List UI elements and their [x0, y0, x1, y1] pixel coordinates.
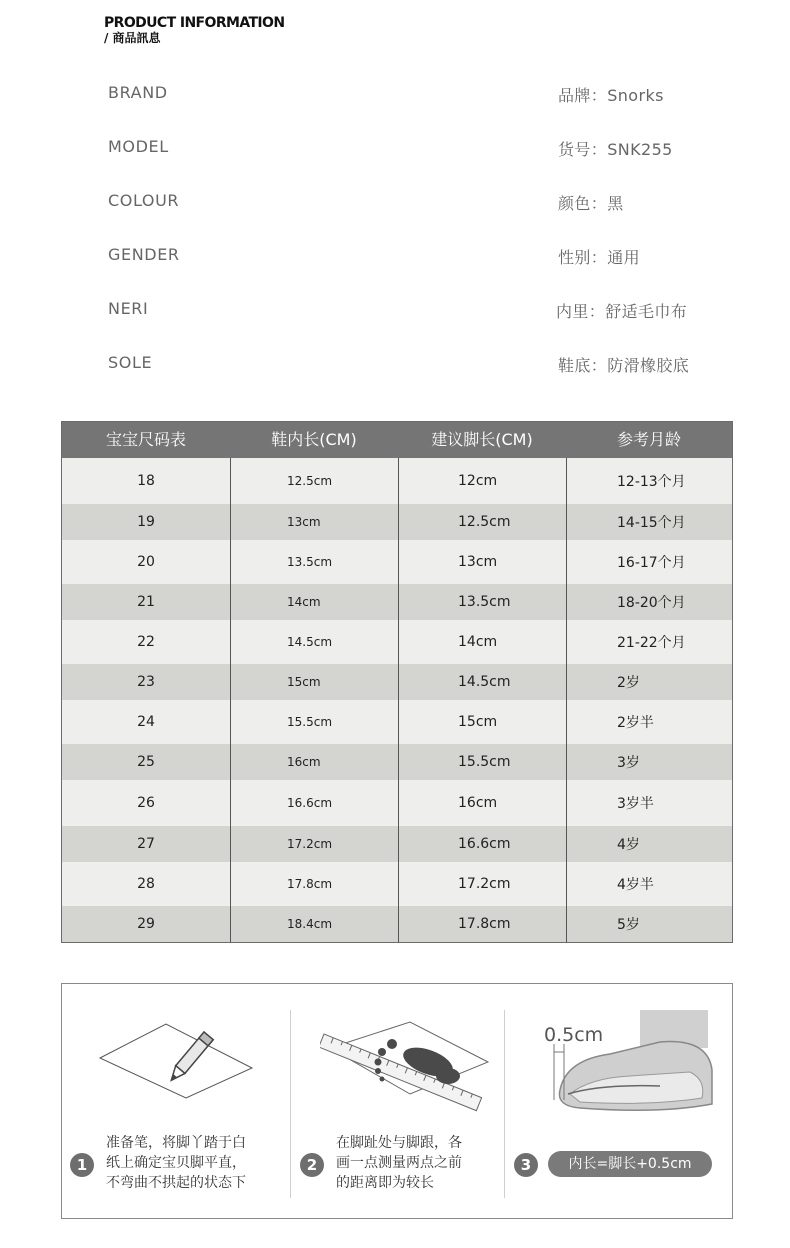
cell-inner-length: 12.5cm [287, 474, 333, 488]
cell-age: 16-17个月 [617, 555, 686, 571]
table-row [62, 664, 732, 700]
cell-size: 20 [137, 554, 155, 570]
info-label: NERI [108, 299, 149, 318]
info-value: 颜色：黑 [558, 194, 624, 213]
cell-foot-length: 12.5cm [458, 514, 511, 530]
footprint-ruler-icon [320, 1018, 495, 1118]
cell-inner-length: 16.6cm [287, 796, 333, 810]
cell-foot-length: 13.5cm [458, 594, 511, 610]
header-cell-inner-length: 鞋内长(CM) [271, 430, 357, 449]
cell-inner-length: 13cm [287, 515, 321, 529]
info-label: COLOUR [108, 191, 180, 210]
product-info-header [104, 16, 284, 46]
cell-inner-length: 13.5cm [287, 555, 333, 569]
table-row [62, 862, 732, 906]
info-row-colour [0, 191, 790, 215]
info-value: 鞋底：防滑橡胶底 [558, 356, 690, 375]
cell-foot-length: 17.8cm [458, 916, 511, 932]
step-text-line: 纸上确定宝贝脚平直， [106, 1155, 246, 1171]
step-text-line: 画一点测量两点之前 [336, 1155, 462, 1171]
column-divider [230, 458, 231, 942]
cell-age: 3岁半 [617, 796, 654, 812]
cell-foot-length: 14cm [458, 634, 498, 650]
paper-pencil-icon [96, 1020, 256, 1100]
cell-inner-length: 15.5cm [287, 715, 333, 729]
table-row [62, 744, 732, 780]
guide-divider [504, 1010, 505, 1198]
column-divider [566, 458, 567, 942]
cell-foot-length: 17.2cm [458, 876, 511, 892]
table-row [62, 504, 732, 540]
table-row [62, 620, 732, 664]
cell-size: 18 [137, 473, 155, 489]
header-cell-age: 参考月龄 [616, 430, 681, 449]
cell-size: 25 [137, 754, 155, 770]
cell-inner-length: 16cm [287, 755, 321, 769]
step-1-text [106, 1133, 246, 1193]
allowance-label: 0.5cm [544, 1024, 604, 1046]
info-row-lining [0, 299, 790, 323]
step-number: 3 [514, 1153, 538, 1177]
cell-age: 5岁 [617, 917, 640, 933]
cell-size: 29 [137, 916, 155, 932]
cell-foot-length: 12cm [458, 473, 498, 489]
cell-age: 2岁半 [617, 715, 654, 731]
info-row-sole [0, 353, 790, 377]
info-row-gender [0, 245, 790, 269]
info-label: MODEL [108, 137, 169, 156]
step-text-line: 准备笔，将脚丫踏于白 [106, 1135, 246, 1151]
cell-age: 4岁 [617, 837, 640, 853]
cell-age: 18-20个月 [617, 595, 686, 611]
cell-age: 21-22个月 [617, 635, 686, 651]
cell-size: 19 [137, 514, 155, 530]
table-row [62, 780, 732, 826]
cell-size: 26 [137, 795, 155, 811]
cell-foot-length: 13cm [458, 554, 498, 570]
cell-age: 2岁 [617, 675, 640, 691]
cell-foot-length: 15.5cm [458, 754, 511, 770]
cell-inner-length: 18.4cm [287, 917, 333, 931]
cell-foot-length: 14.5cm [458, 674, 511, 690]
header-cell-size: 宝宝尺码表 [105, 430, 186, 449]
cell-foot-length: 16cm [458, 795, 498, 811]
info-label: BRAND [108, 83, 168, 102]
table-row [62, 584, 732, 620]
table-row [62, 458, 732, 504]
cell-size: 27 [137, 836, 155, 852]
cell-size: 22 [137, 634, 155, 650]
info-value: 性别：通用 [558, 248, 641, 267]
step-number: 1 [70, 1153, 94, 1177]
column-divider [398, 458, 399, 942]
info-value: 品牌：Snorks [558, 86, 664, 105]
info-value: 货号：SNK255 [558, 140, 673, 159]
cell-inner-length: 17.8cm [287, 877, 333, 891]
step-number: 2 [300, 1153, 324, 1177]
cell-age: 12-13个月 [617, 474, 686, 490]
info-row-brand [0, 83, 790, 107]
table-row [62, 826, 732, 862]
cell-age: 3岁 [617, 755, 640, 771]
cell-size: 23 [137, 674, 155, 690]
guide-divider [290, 1010, 291, 1198]
step-text-line: 的距离即为较长 [336, 1175, 434, 1191]
cell-inner-length: 14.5cm [287, 635, 333, 649]
cell-age: 14-15个月 [617, 515, 686, 531]
cell-inner-length: 14cm [287, 595, 321, 609]
table-row [62, 540, 732, 584]
cell-foot-length: 15cm [458, 714, 498, 730]
cell-size: 24 [137, 714, 155, 730]
size-table-header [62, 422, 732, 458]
size-table [61, 421, 733, 943]
step-2-text [336, 1133, 462, 1193]
cell-inner-length: 15cm [287, 675, 321, 689]
formula-badge: 内长=脚长+0.5cm [548, 1151, 712, 1177]
table-row [62, 906, 732, 942]
header-title-en: PRODUCT INFORMATION [104, 15, 285, 31]
info-row-model [0, 137, 790, 161]
info-label: SOLE [108, 353, 153, 372]
header-title-cn: / 商品訊息 [104, 31, 161, 45]
cell-inner-length: 17.2cm [287, 837, 333, 851]
step-text-line: 不弯曲不拱起的状态下 [106, 1175, 246, 1191]
cell-age: 4岁半 [617, 877, 654, 893]
header-cell-foot-length: 建议脚长(CM) [431, 430, 533, 449]
cell-size: 28 [137, 876, 155, 892]
step-text-line: 在脚趾处与脚跟，各 [336, 1135, 462, 1151]
info-value: 内里：舒适毛巾布 [556, 302, 688, 321]
cell-size: 21 [137, 594, 155, 610]
table-row [62, 700, 732, 744]
info-label: GENDER [108, 245, 180, 264]
cell-foot-length: 16.6cm [458, 836, 511, 852]
